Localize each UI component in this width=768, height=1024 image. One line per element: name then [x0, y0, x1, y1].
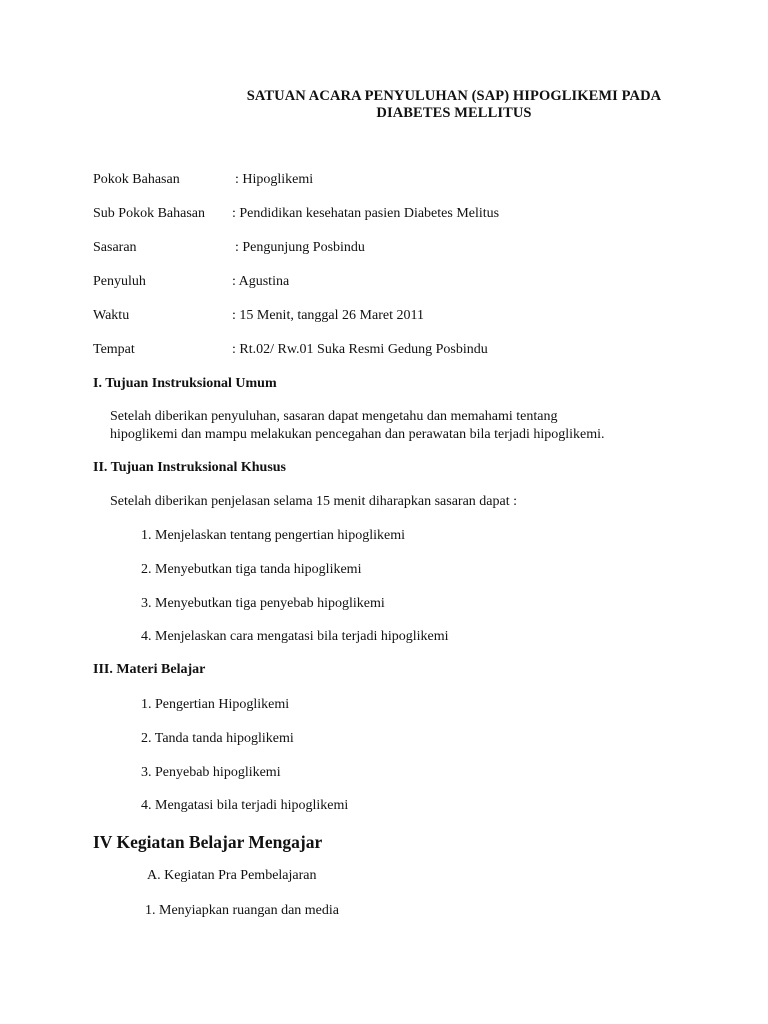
- section-heading-tujuan-khusus: II. Tujuan Instruksional Khusus: [93, 460, 287, 475]
- info-label-tempat: Tempat: [93, 342, 135, 357]
- info-value-waktu: : 15 Menit, tanggal 26 Maret 2011: [232, 308, 424, 323]
- info-value-sub-pokok-bahasan: : Pendidikan kesehatan pasien Diabetes Melitus: [232, 206, 500, 221]
- paragraph-tujuan-umum-line-1: Setelah diberikan penyuluhan, sasaran dapat mengetahu dan memahami tentang: [110, 409, 558, 424]
- list-item: 1. Pengertian Hipoglikemi: [141, 697, 290, 712]
- list-item: 3. Menyebutkan tiga penyebab hipoglikemi: [141, 596, 385, 611]
- paragraph-tujuan-khusus-intro: Setelah diberikan penjelasan selama 15 menit diharapkan sasaran dapat :: [110, 494, 518, 509]
- list-item: 3. Penyebab hipoglikemi: [141, 765, 281, 780]
- list-item: 1. Menyiapkan ruangan dan media: [145, 903, 339, 918]
- list-item: 4. Menjelaskan cara mengatasi bila terjadi hipoglikemi: [141, 629, 449, 644]
- info-label-sasaran: Sasaran: [93, 240, 137, 255]
- list-item: 1. Menjelaskan tentang pengertian hipoglikemi: [141, 528, 405, 543]
- list-item: 2. Menyebutkan tiga tanda hipoglikemi: [141, 562, 362, 577]
- list-item: 4. Mengatasi bila terjadi hipoglikemi: [141, 798, 349, 813]
- document-title-line-2: DIABETES MELLITUS: [376, 105, 532, 121]
- info-value-tempat: : Rt.02/ Rw.01 Suka Resmi Gedung Posbindu: [232, 342, 488, 357]
- info-label-penyuluh: Penyuluh: [93, 274, 146, 289]
- document-title-line-1: SATUAN ACARA PENYULUHAN (SAP) HIPOGLIKEMI PADA: [246, 88, 662, 104]
- paragraph-tujuan-umum-line-2: hipoglikemi dan mampu melakukan pencegahan dan perawatan bila terjadi hipoglikemi.: [110, 427, 605, 442]
- info-label-sub-pokok-bahasan: Sub Pokok Bahasan: [93, 206, 205, 221]
- section-heading-tujuan-umum: I. Tujuan Instruksional Umum: [93, 376, 277, 391]
- section-heading-kegiatan-belajar: IV Kegiatan Belajar Mengajar: [93, 832, 323, 852]
- list-item: 2. Tanda tanda hipoglikemi: [141, 731, 294, 746]
- info-label-waktu: Waktu: [93, 308, 130, 323]
- info-value-penyuluh: : Agustina: [232, 274, 290, 289]
- info-value-sasaran: : Pengunjung Posbindu: [235, 240, 365, 255]
- info-value-pokok-bahasan: : Hipoglikemi: [235, 172, 314, 187]
- section-heading-materi-belajar: III. Materi Belajar: [93, 662, 206, 677]
- info-label-pokok-bahasan: Pokok Bahasan: [93, 172, 180, 187]
- subheading-kegiatan-pra-pembelajaran: A. Kegiatan Pra Pembelajaran: [147, 868, 317, 883]
